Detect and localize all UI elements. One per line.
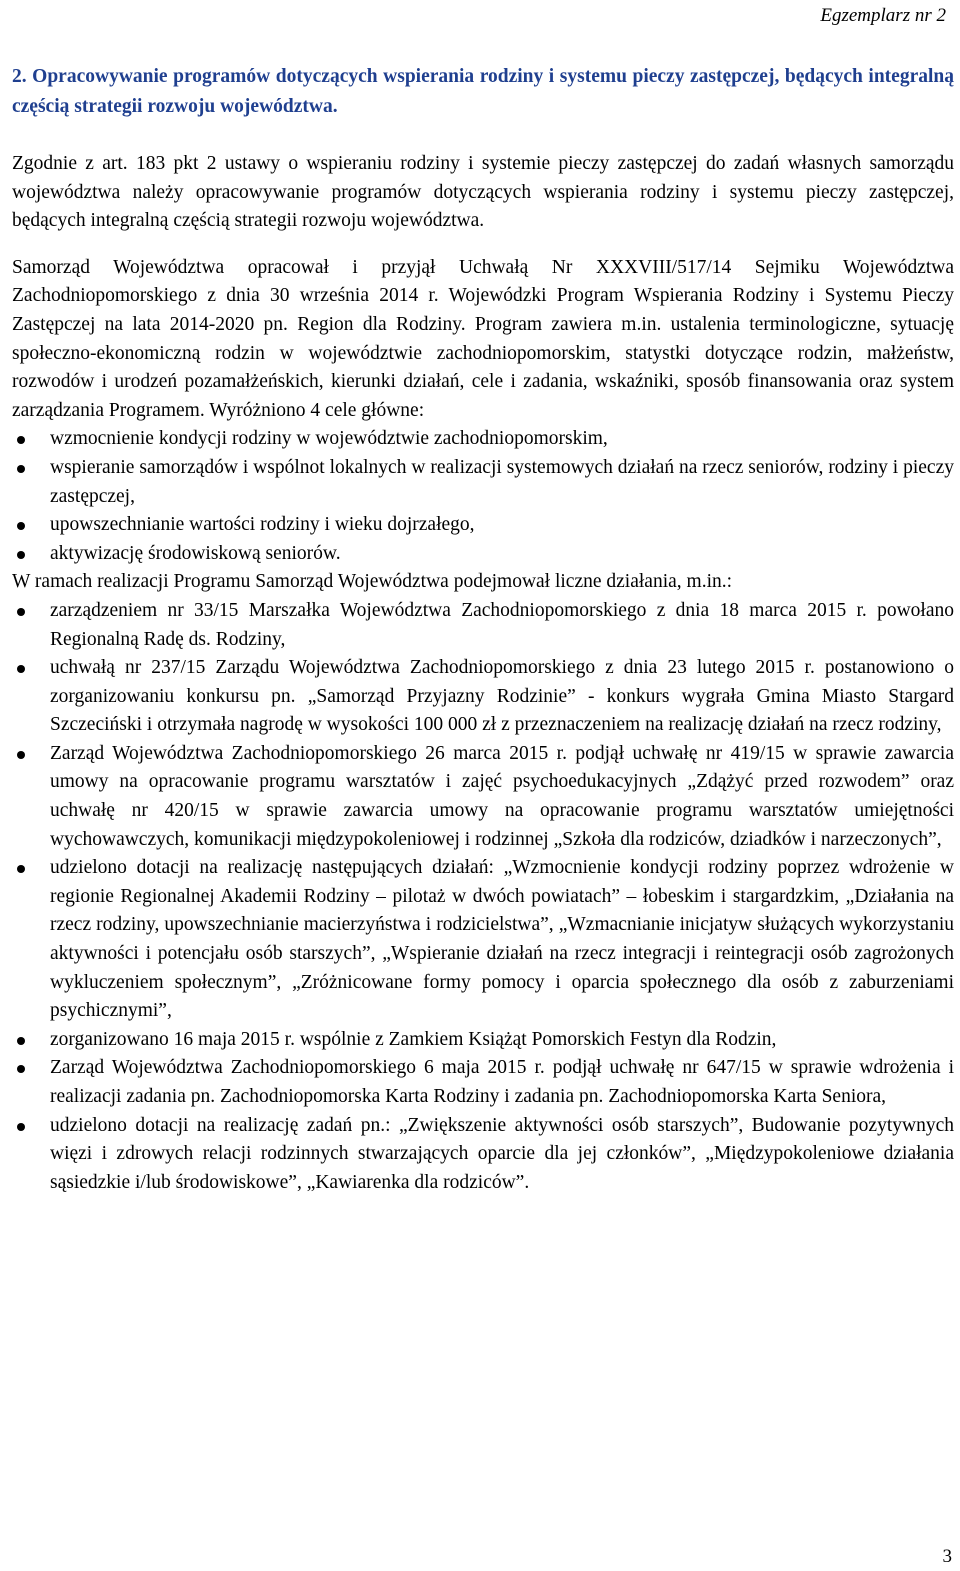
goals-list (12, 425, 954, 568)
bullet-icon (17, 465, 25, 473)
list-item: zorganizowano 16 maja 2015 r. wspólnie z Zamkiem Książąt Pomorskich Festyn dla Rodzin, (12, 1026, 954, 1055)
bullet-icon (17, 1065, 25, 1073)
list-item: aktywizację środowiskową seniorów. (12, 540, 954, 569)
bullet-icon (17, 665, 25, 673)
bullet-icon (17, 608, 25, 616)
bullet-icon (17, 751, 25, 759)
list-item: udzielono dotacji na realizację zadań pn.: „Zwiększenie aktywności osób starszych”, Budowanie pozytywnych więzi i zdrowych relacji rodzinnych stwarzających oparcie dla jej członków”, „Międzypokoleniowe działania sąsiedzkie i/lub środowiskowe”, „Kawiarenka dla rodziców”. (12, 1112, 954, 1198)
list-item: wspieranie samorządów i wspólnot lokalnych w realizacji systemowych działań na rzecz seniorów, rodziny i pieczy zastępczej, (12, 454, 954, 511)
bullet-icon (17, 1123, 25, 1131)
list-item: uchwałą nr 237/15 Zarządu Województwa Zachodniopomorskiego z dnia 23 lutego 2015 r. postanowiono o zorganizowaniu konkursu pn. „Samorząd Przyjazny Rodzinie” - konkurs wygrała Gmina Miasto Stargard Szczeciński i otrzymała nagrodę w wysokości 100 000 zł z przeznaczeniem na realizację działań na rzecz rodziny, (12, 654, 954, 740)
list-item: wzmocnienie kondycji rodziny w województwie zachodniopomorskim, (12, 425, 954, 454)
bullet-icon (17, 436, 25, 444)
list-item: Zarząd Województwa Zachodniopomorskiego 26 marca 2015 r. podjął uchwałę nr 419/15 w sprawie zawarcia umowy na opracowanie programu warsztatów i zajęć psychoedukacyjnych „Zdążyć przed rozwodem” oraz uchwałę nr 420/15 w sprawie zawarcia umowy na opracowanie programu warsztatów umiejętności wychowawczych, komunikacji międzypokoleniowej i rodzinnej „Szkoła dla rodziców, dziadków i narzeczonych”, (12, 740, 954, 854)
list-item: zarządzeniem nr 33/15 Marszałka Województwa Zachodniopomorskiego z dnia 18 marca 2015 r. powołano Regionalną Radę ds. Rodziny, (12, 597, 954, 654)
document-body (12, 150, 954, 1197)
paragraph-legal-basis: Zgodnie z art. 183 pkt 2 ustawy o wspieraniu rodziny i systemie pieczy zastępczej do zadań własnych samorządu województwa należy opracowywanie programów dotyczących wspierania rodziny i systemu pieczy zastępczej, będących integralną częścią strategii rozwoju województwa. (12, 153, 954, 232)
section-heading: 2. Opracowywanie programów dotyczących wspierania rodziny i systemu pieczy zastępczej, będących integralną częścią strategii rozwoju województwa. (12, 66, 954, 117)
list-item: Zarząd Województwa Zachodniopomorskiego 6 maja 2015 r. podjął uchwałę nr 647/15 w sprawie wdrożenia i realizacji zadania pn. Zachodniopomorska Karta Rodziny i zadania pn. Zachodniopomorska Karta Seniora, (12, 1054, 954, 1111)
list-item: upowszechnianie wartości rodziny i wieku dojrzałego, (12, 511, 954, 540)
paragraph-program-description: Samorząd Województwa opracował i przyjął Uchwałą Nr XXXVIII/517/14 Sejmiku Województwa Zachodniopomorskiego z dnia 30 września 2014 r. Wojewódzki Program Wspierania Rodziny i Systemu Pieczy Zastępczej na lata 2014-2020 pn. Region dla Rodziny. Program zawiera m.in. ustalenia terminologiczne, sytuację społeczno-ekonomiczną rodzin w województwie zachodniopomorskim, statystki dotyczące rodzin, małżeństw, rozwodów i urodzeń pozamałżeńskich, kierunki działań, cele i zadania, wskaźniki, sposób finansowania oraz system zarządzania Programem. Wyróżniono 4 cele główne: (12, 256, 954, 421)
page-number: 3 (942, 1546, 952, 1567)
bullet-icon (17, 1037, 25, 1045)
copy-note: Egzemplarz nr 2 (820, 5, 946, 26)
bullet-icon (17, 522, 25, 530)
paragraph-actions-intro: W ramach realizacji Programu Samorząd Województwa podejmował liczne działania, m.in.: (12, 571, 733, 593)
list-item: udzielono dotacji na realizację następujących działań: „Wzmocnienie kondycji rodziny poprzez wdrożenie w regionie Regionalnej Akademii Rodziny – pilotaż w dwóch powiatach” – łobeskim i stargardzkim, „Działania na rzecz rodziny, upowszechnianie macierzyństwa i rodzicielstwa”, „Wzmacnianie inicjatyw służących wykorzystaniu aktywności i potencjału osób starszych”, „Wspieranie działań na rzecz integracji i reintegracji osób zagrożonych wykluczeniem społecznym”, „Zróżnicowane formy pomocy i oparcia społecznego dla osób z zaburzeniami psychicznymi”, (12, 854, 954, 1026)
bullet-icon (17, 865, 25, 873)
actions-list (12, 597, 954, 1197)
bullet-icon (17, 551, 25, 559)
